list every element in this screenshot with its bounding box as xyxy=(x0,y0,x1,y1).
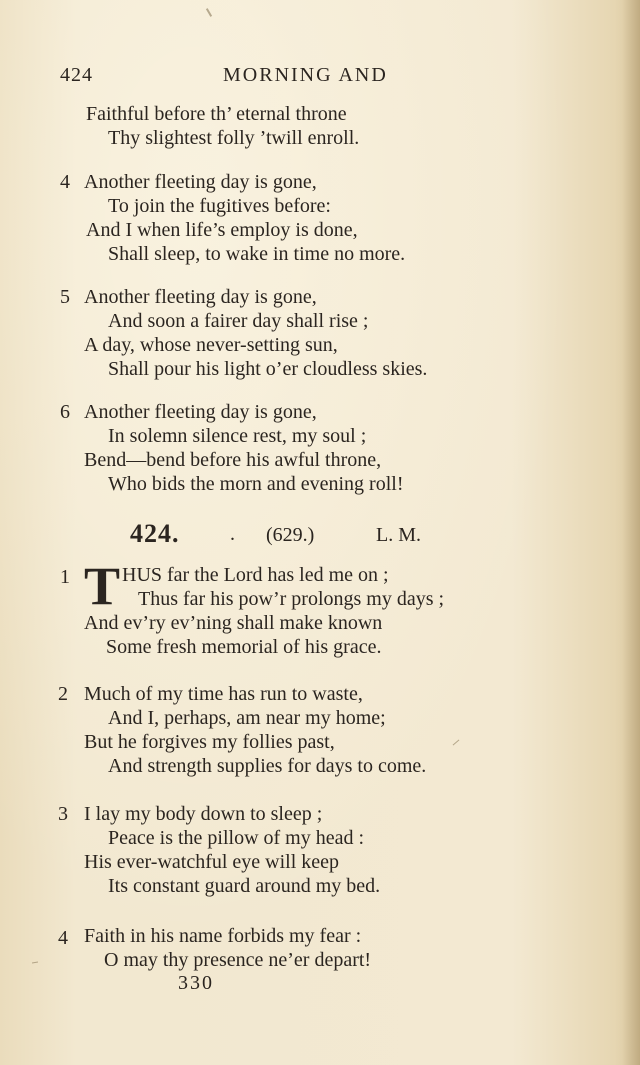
paper-speck xyxy=(206,8,212,17)
paper-speck xyxy=(32,961,38,963)
verse-line: And I when life’s employ is done, xyxy=(86,219,358,241)
verse-line: Shall pour his light o’er cloudless skies. xyxy=(108,358,428,380)
verse-number: 1 xyxy=(60,566,70,588)
verse-line: But he forgives my follies past, xyxy=(84,731,335,753)
verse-number: 5 xyxy=(60,286,70,308)
drop-cap: T xyxy=(84,556,121,616)
continuation-line: Thy slightest folly ’twill enroll. xyxy=(108,127,360,149)
continuation-line: Faithful before th’ eternal throne xyxy=(86,103,347,125)
verse-line: Another fleeting day is gone, xyxy=(84,401,317,423)
verse-line: Another fleeting day is gone, xyxy=(84,286,317,308)
hymn-dot: . xyxy=(230,523,235,545)
verse-line: And soon a fairer day shall rise ; xyxy=(108,310,369,332)
verse-line: Faith in his name forbids my fear : xyxy=(84,925,362,947)
verse-line: To join the fugitives before: xyxy=(108,195,331,217)
hymn-meter: L. M. xyxy=(376,524,421,546)
verse-number: 3 xyxy=(58,803,68,825)
verse-line: Who bids the morn and evening roll! xyxy=(108,473,404,495)
verse-line: And ev’ry ev’ning shall make known xyxy=(84,612,383,634)
verse-line: HUS far the Lord has led me on ; xyxy=(122,564,389,586)
verse-line: Much of my time has run to waste, xyxy=(84,683,363,705)
hymn-number: 424. xyxy=(130,519,180,548)
verse-number: 2 xyxy=(58,683,68,705)
verse-line: And strength supplies for days to come. xyxy=(108,755,427,777)
verse-line: Some fresh memorial of his grace. xyxy=(106,636,382,658)
verse-line: His ever-watchful eye will keep xyxy=(84,851,340,873)
page-edge-shadow xyxy=(622,0,640,1065)
running-title: MORNING AND xyxy=(223,64,388,86)
signature-number: 330 xyxy=(178,972,214,994)
verse-line: Bend—bend before his awful throne, xyxy=(84,449,382,471)
paper-speck xyxy=(453,740,460,746)
verse-line: A day, whose never-setting sun, xyxy=(84,334,338,356)
verse-number: 6 xyxy=(60,401,70,423)
verse-line: O may thy presence ne’er depart! xyxy=(104,949,372,971)
verse-line: I lay my body down to sleep ; xyxy=(84,803,323,825)
verse-line: Its constant guard around my bed. xyxy=(108,875,381,897)
verse-line: And I, perhaps, am near my home; xyxy=(108,707,386,729)
verse-line: Thus far his pow’r prolongs my days ; xyxy=(138,588,445,610)
verse-number: 4 xyxy=(60,171,70,193)
hymn-reference: (629.) xyxy=(266,524,315,546)
verse-line: Peace is the pillow of my head : xyxy=(108,827,365,849)
verse-line: In solemn silence rest, my soul ; xyxy=(108,425,367,447)
verse-line: Shall sleep, to wake in time no more. xyxy=(108,243,406,265)
verse-line: Another fleeting day is gone, xyxy=(84,171,317,193)
verse-number: 4 xyxy=(58,927,68,949)
page-number: 424 xyxy=(60,64,93,86)
